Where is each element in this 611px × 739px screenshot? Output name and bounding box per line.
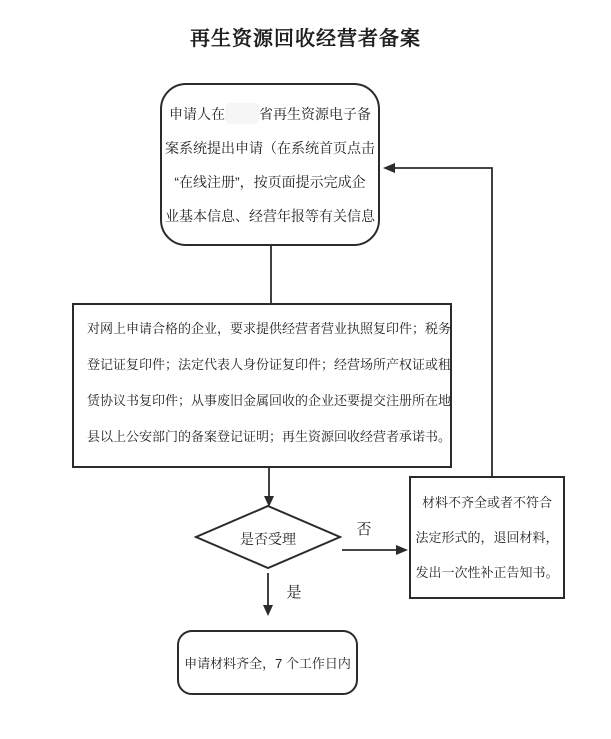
start-box-line1 [169,97,371,131]
start-box-line1-prefix: 申请人在 [169,105,225,122]
reject-line1: 材料不齐全或者不符合 [421,495,552,510]
requirements-line3: 赁协议书复印件；从事废旧金属回收的企业还要提交注册所在地 [87,393,452,408]
start-box-line1-suffix: 省再生资源电子备 [259,105,371,122]
reject-box-incomplete-materials [409,476,565,599]
yes-branch-label: 是 [286,584,302,601]
requirements-line1: 对网上申请合格的企业，要求提供经营者营业执照复印件；税务 [87,321,452,336]
arrowhead-into-start [383,163,395,173]
requirements-line4: 县以上公安部门的备案登记证明；再生资源回收经营者承诺书。 [87,429,452,444]
start-box-line2: 案系统提出申请（在系统首页点击 [165,139,375,156]
reject-line3: 发出一次性补正告知书。 [415,565,559,580]
requirements-line2: 登记证复印件；法定代表人身份证复印件；经营场所产权证或租 [87,357,452,372]
reject-line2: 法定形式的，退回材料， [415,530,559,545]
accept-box-text: 申请材料齐全，7 个工作日内 [184,656,351,671]
no-branch-label: 否 [356,521,372,538]
decision-label: 是否受理 [240,531,296,547]
start-box-line4: 业基本信息、经营年报等有关信息 [165,207,375,224]
arrowhead-into-accept [263,605,273,616]
start-box-online-application [160,83,380,246]
arrowhead-into-reject [396,545,408,555]
accept-box-complete-materials [177,630,358,695]
start-box-line3: “在线注册”，按页面提示完成企 [174,173,366,190]
requirements-box [72,303,452,468]
redaction-blob [225,103,259,124]
page-title: 再生资源回收经营者备案 [190,28,421,50]
